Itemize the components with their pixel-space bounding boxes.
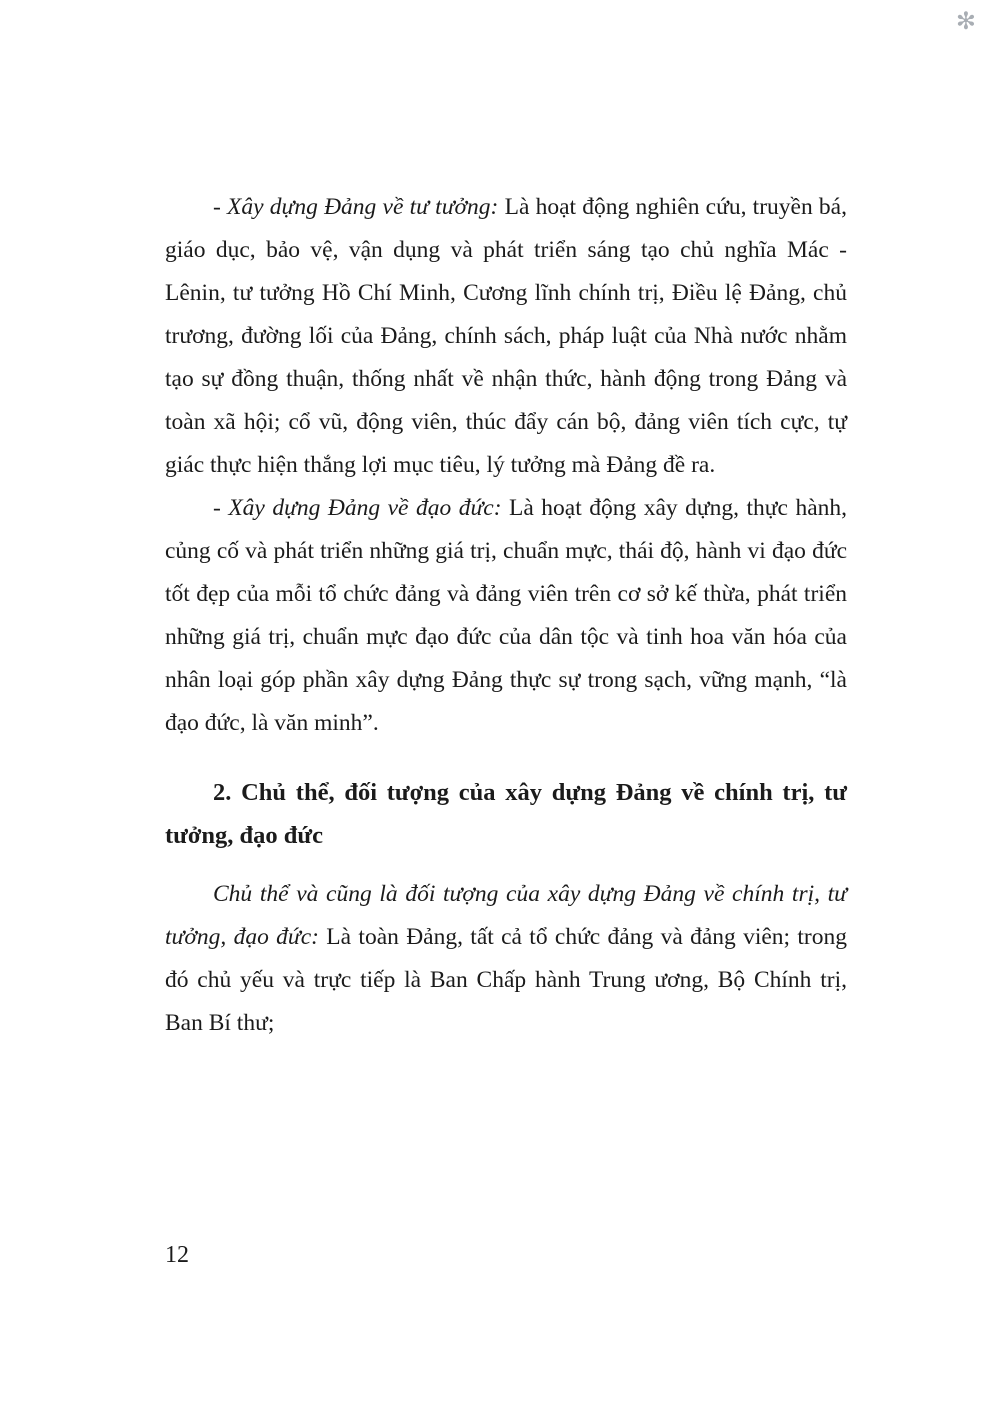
page-number: 12 (165, 1242, 189, 1268)
paragraph-chu-the-lead: Chủ thể và cũng là đối tượng của xây dựng Đảng về chính trị, tư tưởng, đạo đức: (165, 881, 847, 950)
paragraph-chu-the (165, 873, 847, 1045)
paragraph-tu-tuong (165, 186, 847, 487)
paragraph-tu-tuong-body: Là hoạt động nghiên cứu, truyền bá, giáo dục, bảo vệ, vận dụng và phát triển sáng tạo chủ nghĩa Mác - Lênin, tư tưởng Hồ Chí Minh, Cương lĩnh chính trị, Điều lệ Đảng, chủ trương, đường lối của Đảng, chính sách, pháp luật của Nhà nước nhằm tạo sự đồng thuận, thống nhất về nhận thức, hành động trong Đảng và toàn xã hội; cổ vũ, động viên, thúc đẩy cán bộ, đảng viên tích cực, tự giác thực hiện thắng lợi mục tiêu, lý tưởng mà Đảng đề ra. (165, 194, 847, 478)
body-text (165, 186, 847, 1045)
paragraph-chu-the-body: Là toàn Đảng, tất cả tổ chức đảng và đảng viên; trong đó chủ yếu và trực tiếp là Ban Chấp hành Trung ương, Bộ Chính trị, Ban Bí thư; (165, 924, 847, 1036)
paragraph-tu-tuong-lead: - Xây dựng Đảng về tư tưởng: (213, 194, 499, 220)
paragraph-dao-duc-body: Là hoạt động xây dựng, thực hành, củng cố và phát triển những giá trị, chuẩn mực, thái độ, hành vi đạo đức tốt đẹp của mỗi tổ chức đảng và đảng viên trên cơ sở kế thừa, phát triển những giá trị, chuẩn mực đạo đức của dân tộc và tinh hoa văn hóa của nhân loại góp phần xây dựng Đảng thực sự trong sạch, vững mạnh, “là đạo đức, là văn minh”. (165, 495, 847, 736)
section-heading: 2. Chủ thể, đối tượng của xây dựng Đảng về chính trị, tư tưởng, đạo đức (165, 779, 847, 849)
paragraph-dao-duc-lead: - Xây dựng Đảng về đạo đức: (213, 495, 502, 521)
paragraph-dao-duc (165, 487, 847, 745)
snowflake-icon: ✻ (955, 9, 976, 35)
